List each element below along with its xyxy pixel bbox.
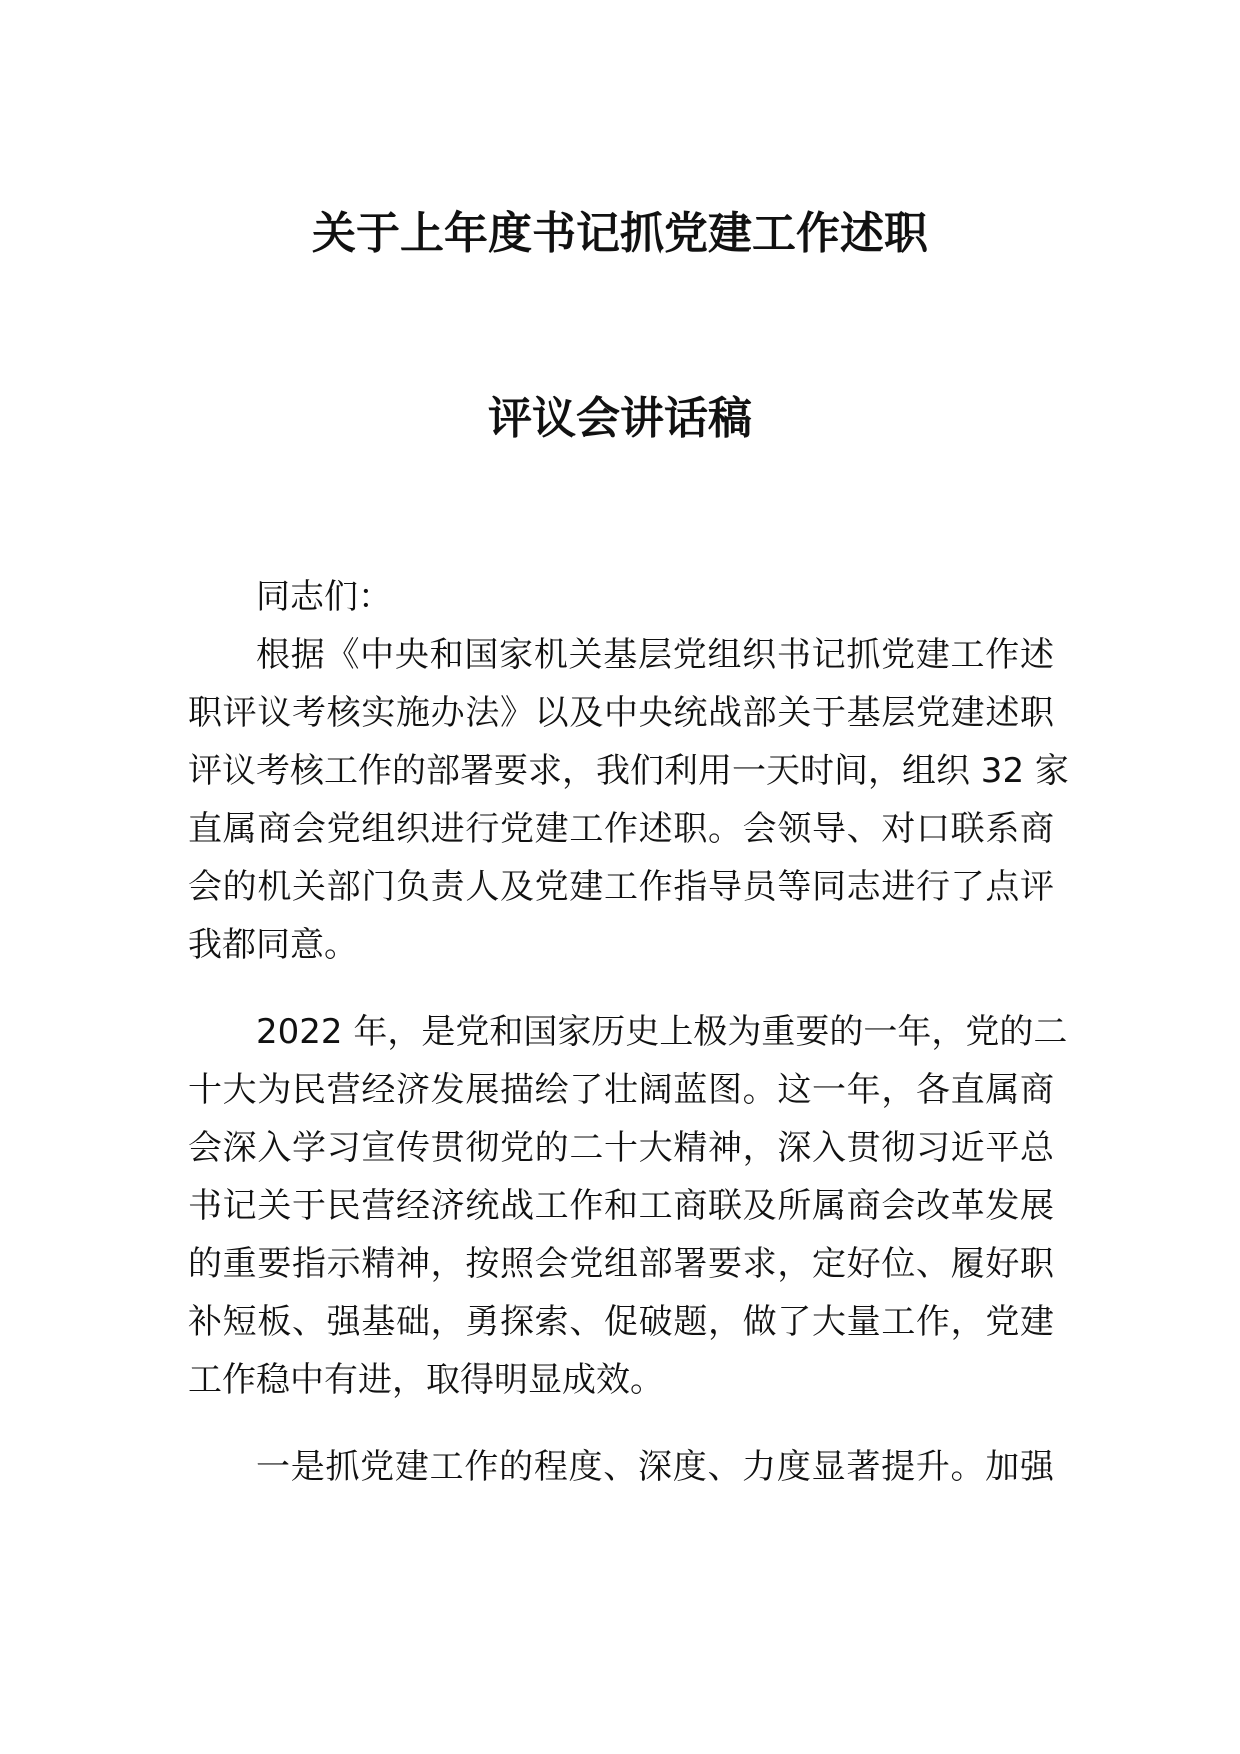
body-line: 根据《中央和国家机关基层党组织书记抓党建工作述 xyxy=(256,635,1054,675)
body-line-salutation: 同志们： xyxy=(256,577,392,617)
body-line: 十大为民营经济发展描绘了壮阔蓝图。这一年，各直属商 xyxy=(188,1070,1054,1110)
body-line: 的重要指示精神，按照会党组部署要求，定好位、履好职 xyxy=(188,1244,1054,1284)
body-line: 职评议考核实施办法》以及中央统战部关于基层党建述职 xyxy=(188,693,1054,733)
body-line: 直属商会党组织进行党建工作述职。会领导、对口联系商 xyxy=(188,809,1054,849)
body-line: 书记关于民营经济统战工作和工商联及所属商会改革发展 xyxy=(188,1186,1054,1226)
body-line: 补短板、强基础，勇探索、促破题，做了大量工作，党建 xyxy=(188,1302,1054,1342)
body-line: 我都同意。 xyxy=(188,925,358,965)
body-line: 一是抓党建工作的程度、深度、力度显著提升。加强 xyxy=(256,1447,1054,1487)
body-line: 工作稳中有进，取得明显成效。 xyxy=(188,1360,664,1400)
body-line: 评议考核工作的部署要求，我们利用一天时间，组织 32 家 xyxy=(188,751,1069,791)
body-line: 会的机关部门负责人及党建工作指导员等同志进行了点评 xyxy=(188,867,1054,907)
document-title-line-1: 关于上年度书记抓党建工作述职 xyxy=(312,208,928,259)
body-line: 2022 年，是党和国家历史上极为重要的一年，党的二 xyxy=(256,1012,1068,1052)
body-line: 会深入学习宣传贯彻党的二十大精神，深入贯彻习近平总 xyxy=(188,1128,1054,1168)
document-title-line-2: 评议会讲话稿 xyxy=(488,393,752,444)
